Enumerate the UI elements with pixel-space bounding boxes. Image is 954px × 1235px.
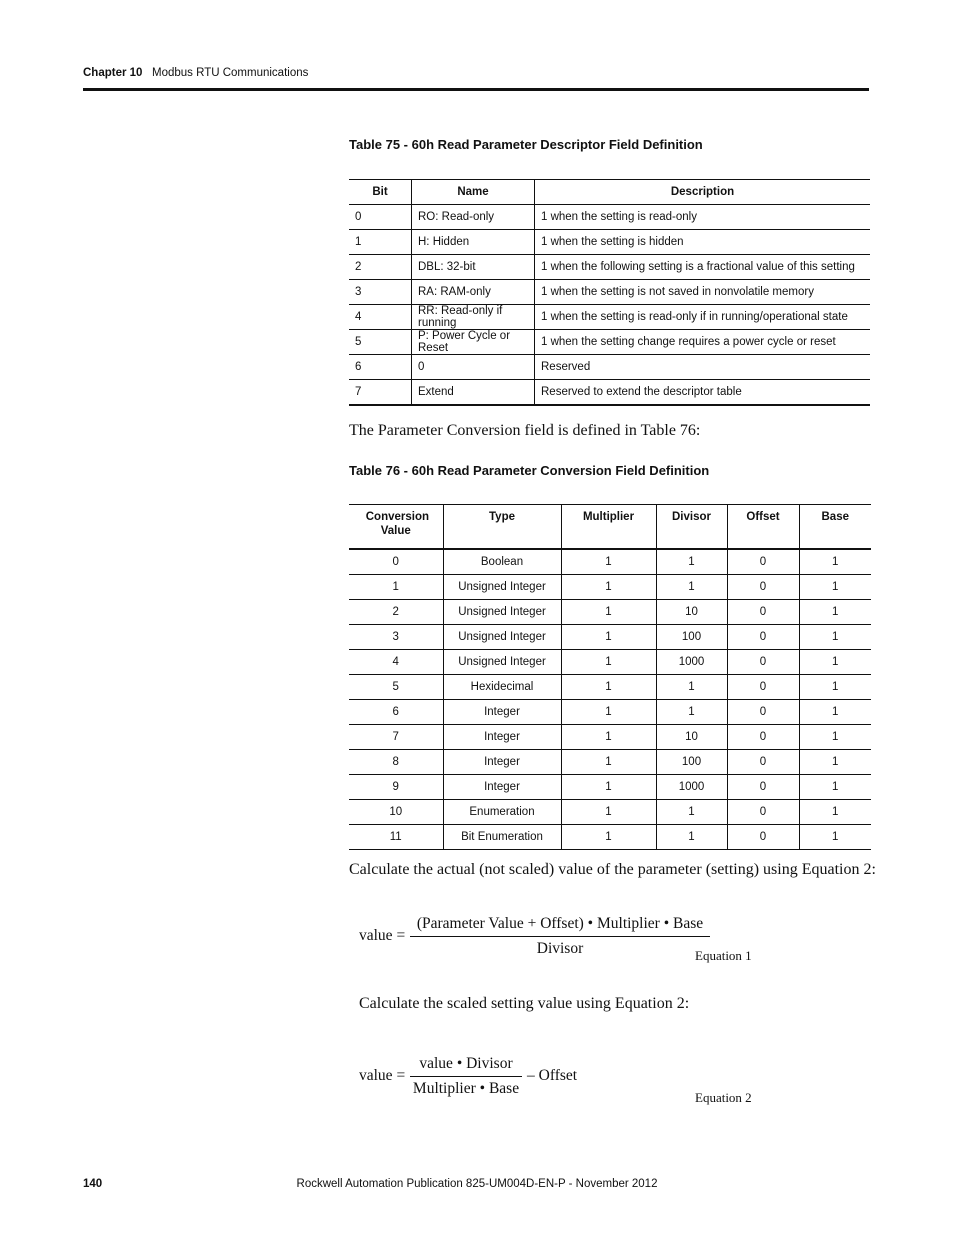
cell-type: Bit Enumeration [443,825,561,850]
equation-1-denominator: Divisor [536,940,584,957]
cell-divisor: 1 [656,825,727,850]
cell-divisor: 1 [656,800,727,825]
cell-base: 1 [799,700,871,725]
equation-2-fraction-bar [410,1076,522,1077]
table-row [349,255,870,280]
chapter-title: Modbus RTU Communications [152,67,309,79]
equation-1-lhs: value = [359,927,406,944]
cell-name: Extend [412,380,535,406]
cell-base: 1 [799,600,871,625]
cell-bit: 5 [349,330,412,355]
cell-description: 1 when the setting is hidden [535,230,871,255]
equation-2-lhs: value = [359,1067,406,1084]
cell-base: 1 [799,725,871,750]
equation-1-fraction-bar [410,936,710,937]
cell-offset: 0 [727,775,799,800]
table-row [349,380,870,406]
cell-type: Unsigned Integer [443,600,561,625]
column-header-type: Type [443,505,561,550]
cell-description: 1 when the setting is read-only [535,205,871,230]
equation-2-label: Equation 2 [695,1090,752,1105]
conversion-field-table [349,504,871,850]
cell-description: 1 when the setting change requires a power cycle or reset [535,330,871,355]
cell-base: 1 [799,650,871,675]
cell-bit: 1 [349,230,412,255]
cell-multiplier: 1 [561,775,656,800]
table-row [349,775,871,800]
page-number: 140 [83,1178,103,1190]
cell-conversion-value: 5 [349,675,443,700]
cell-bit: 2 [349,255,412,280]
table-row [349,650,871,675]
table-row [349,230,870,255]
cell-type: Integer [443,775,561,800]
cell-base: 1 [799,675,871,700]
table-row [349,700,871,725]
cell-bit: 4 [349,305,412,330]
cell-divisor: 10 [656,600,727,625]
cell-divisor: 1 [656,549,727,575]
actual-value-instruction: Calculate the actual (not scaled) value of the parameter (setting) using Equation 2: [349,861,876,878]
cell-offset: 0 [727,800,799,825]
cell-name: P: Power Cycle or Reset [412,330,535,355]
cell-conversion-value: 10 [349,800,443,825]
cell-divisor: 100 [656,750,727,775]
cell-bit: 6 [349,355,412,380]
cell-conversion-value: 11 [349,825,443,850]
cell-conversion-value: 7 [349,725,443,750]
scaled-value-instruction: Calculate the scaled setting value using Equation 2: [359,995,690,1012]
cell-multiplier: 1 [561,650,656,675]
cell-type: Unsigned Integer [443,625,561,650]
column-header-description: Description [535,180,871,205]
column-header-offset: Offset [727,505,799,550]
cell-description: 1 when the setting is read-only if in running/operational state [535,305,871,330]
table-row [349,625,871,650]
cell-conversion-value: 9 [349,775,443,800]
cell-offset: 0 [727,700,799,725]
header-text: Conversion Value [365,511,430,537]
cell-multiplier: 1 [561,625,656,650]
cell-base: 1 [799,800,871,825]
column-header-conversion-value [349,505,443,550]
table76-caption: Table 76 - 60h Read Parameter Conversion Field Definition [349,463,710,478]
cell-type: Integer [443,750,561,775]
equation-1-label: Equation 1 [695,948,752,963]
descriptor-field-table [349,179,870,406]
cell-name: 0 [412,355,535,380]
equation-1-numerator: (Parameter Value + Offset) • Multiplier • Base [416,915,704,932]
equation-2-offset-term: – Offset [527,1067,578,1084]
cell-bit: 0 [349,205,412,230]
cell-base: 1 [799,825,871,850]
cell-multiplier: 1 [561,700,656,725]
cell-type: Unsigned Integer [443,575,561,600]
table-header-row [349,180,870,205]
column-header-name: Name [412,180,535,205]
cell-type: Enumeration [443,800,561,825]
cell-conversion-value: 3 [349,625,443,650]
chapter-label: Chapter 10 [83,67,143,79]
cell-divisor: 1 [656,700,727,725]
cell-offset: 0 [727,600,799,625]
cell-bit: 7 [349,380,412,406]
cell-offset: 0 [727,549,799,575]
cell-description: Reserved [535,355,871,380]
cell-conversion-value: 6 [349,700,443,725]
cell-conversion-value: 8 [349,750,443,775]
table-row [349,675,871,700]
column-header-divisor: Divisor [656,505,727,550]
cell-type: Boolean [443,549,561,575]
cell-divisor: 1000 [656,775,727,800]
equation-2-numerator: value • Divisor [419,1055,513,1072]
cell-base: 1 [799,750,871,775]
table-row [349,750,871,775]
cell-name: RR: Read-only if running [412,305,535,330]
table75-caption: Table 75 - 60h Read Parameter Descriptor Field Definition [349,137,703,152]
table-header-row [349,505,871,550]
table-row [349,305,870,330]
cell-divisor: 100 [656,625,727,650]
cell-conversion-value: 0 [349,549,443,575]
cell-multiplier: 1 [561,575,656,600]
cell-base: 1 [799,625,871,650]
cell-multiplier: 1 [561,750,656,775]
conversion-intro-text: The Parameter Conversion field is defined in Table 76: [349,422,701,439]
cell-bit: 3 [349,280,412,305]
cell-name: RA: RAM-only [412,280,535,305]
cell-offset: 0 [727,825,799,850]
table-row [349,355,870,380]
cell-type: Integer [443,700,561,725]
cell-multiplier: 1 [561,825,656,850]
cell-offset: 0 [727,725,799,750]
table-row [349,600,871,625]
cell-offset: 0 [727,675,799,700]
table-row [349,575,871,600]
cell-conversion-value: 4 [349,650,443,675]
cell-offset: 0 [727,575,799,600]
table-row [349,549,871,575]
table-row [349,280,870,305]
cell-multiplier: 1 [561,600,656,625]
cell-divisor: 1 [656,575,727,600]
cell-multiplier: 1 [561,549,656,575]
cell-offset: 0 [727,750,799,775]
cell-divisor: 10 [656,725,727,750]
cell-name: H: Hidden [412,230,535,255]
cell-name: DBL: 32-bit [412,255,535,280]
cell-divisor: 1000 [656,650,727,675]
cell-base: 1 [799,775,871,800]
cell-conversion-value: 2 [349,600,443,625]
cell-type: Unsigned Integer [443,650,561,675]
cell-offset: 0 [727,625,799,650]
cell-description: 1 when the setting is not saved in nonvolatile memory [535,280,871,305]
table-row [349,800,871,825]
cell-description: 1 when the following setting is a fractional value of this setting [535,255,871,280]
column-header-base: Base [799,505,871,550]
cell-type: Hexidecimal [443,675,561,700]
table-row [349,825,871,850]
cell-conversion-value: 1 [349,575,443,600]
cell-type: Integer [443,725,561,750]
cell-description: Reserved to extend the descriptor table [535,380,871,406]
publication-info: Rockwell Automation Publication 825-UM004D-EN-P - November 2012 [296,1178,658,1190]
table-row [349,330,870,355]
cell-multiplier: 1 [561,800,656,825]
cell-divisor: 1 [656,675,727,700]
cell-base: 1 [799,575,871,600]
cell-multiplier: 1 [561,675,656,700]
table-row [349,725,871,750]
equation-2-denominator: Multiplier • Base [412,1080,520,1097]
cell-base: 1 [799,549,871,575]
table-row [349,205,870,230]
column-header-multiplier: Multiplier [561,505,656,550]
cell-multiplier: 1 [561,725,656,750]
header-rule [83,88,869,91]
cell-offset: 0 [727,650,799,675]
cell-name: RO: Read-only [412,205,535,230]
column-header-bit: Bit [349,180,412,205]
